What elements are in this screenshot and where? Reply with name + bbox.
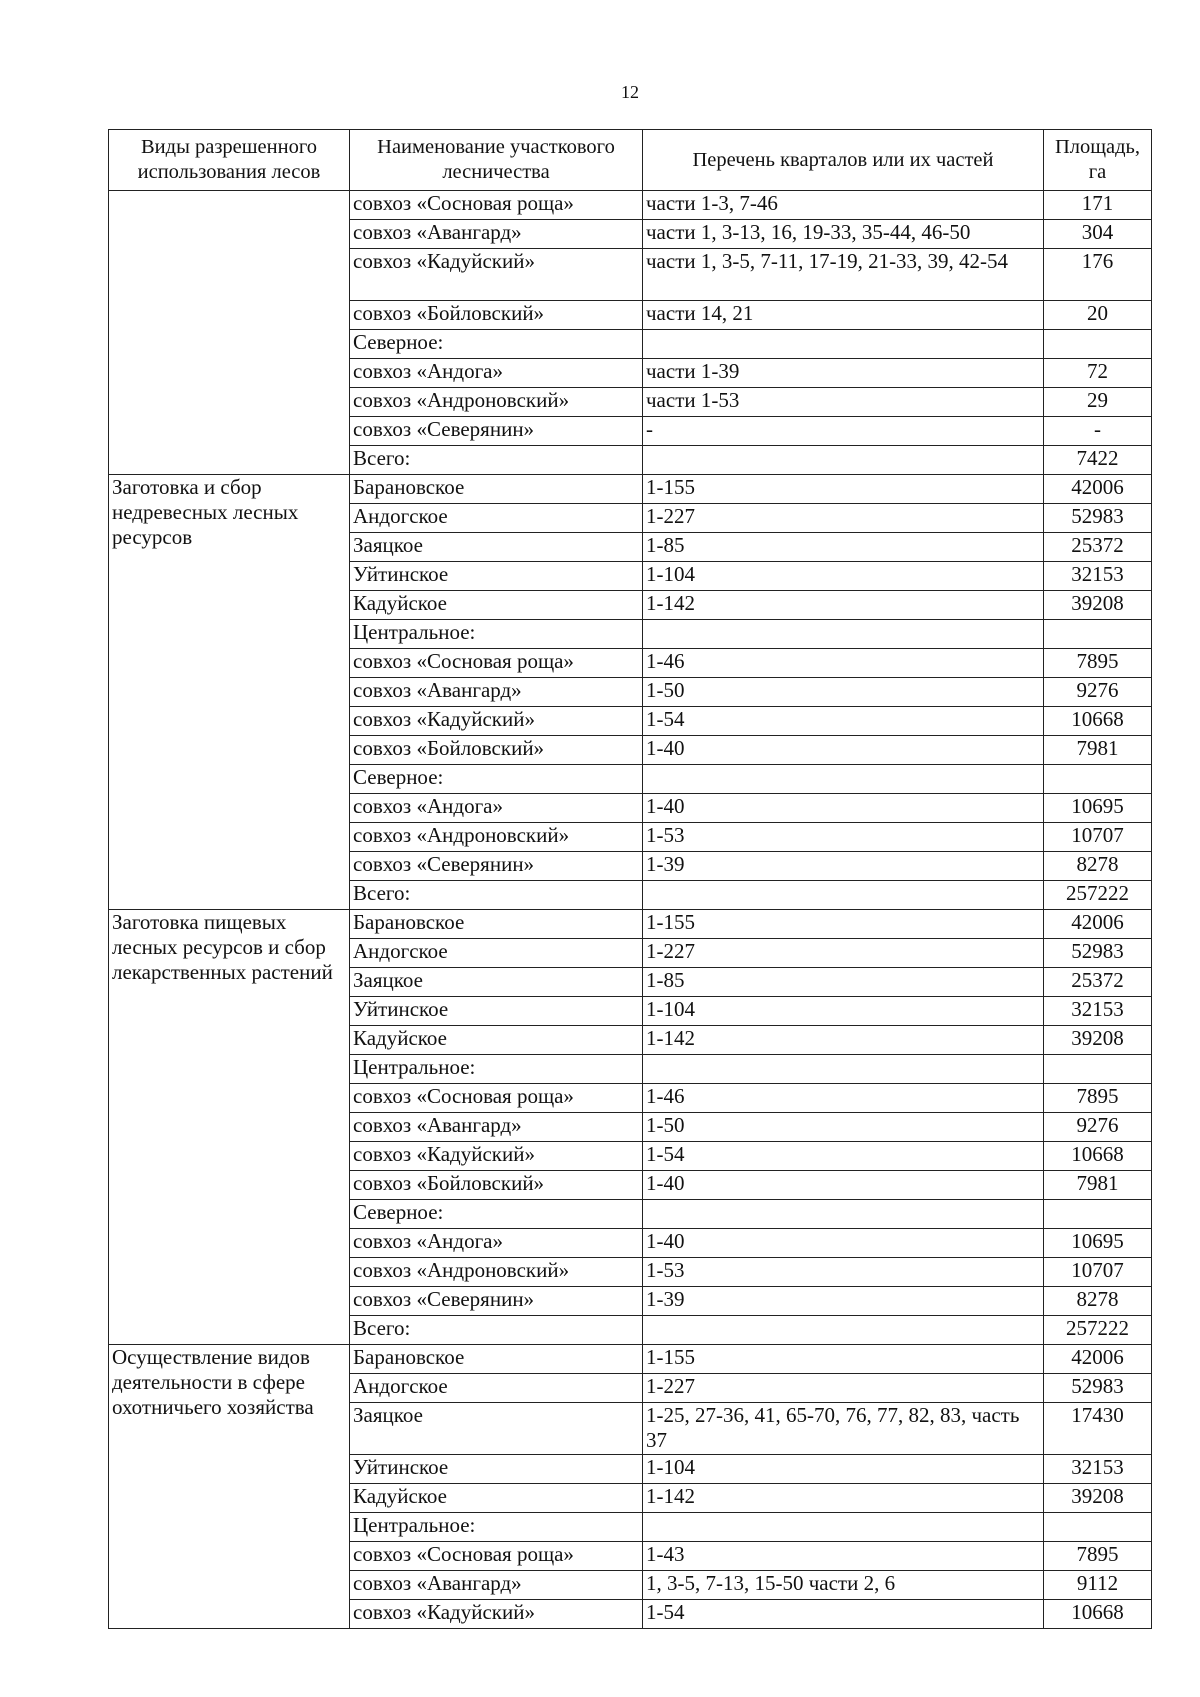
- area-cell: 39208: [1044, 1026, 1152, 1055]
- quarters-list-cell: 1-155: [643, 910, 1044, 939]
- quarters-list-cell: 1-54: [643, 1600, 1044, 1629]
- forestry-name-cell: Заяцкое: [350, 968, 643, 997]
- area-cell: 10695: [1044, 1229, 1152, 1258]
- quarters-list-cell: 1-155: [643, 475, 1044, 504]
- quarters-list-cell: [643, 1513, 1044, 1542]
- forestry-name-cell: Всего:: [350, 881, 643, 910]
- header-quarters-list: Перечень кварталов или их частей: [643, 130, 1044, 191]
- forestry-name-cell: совхоз «Андроновский»: [350, 823, 643, 852]
- area-cell: 42006: [1044, 1345, 1152, 1374]
- forestry-name-cell: Кадуйское: [350, 1026, 643, 1055]
- quarters-list-cell: [643, 765, 1044, 794]
- area-cell: 7895: [1044, 1084, 1152, 1113]
- quarters-list-cell: части 1-39: [643, 359, 1044, 388]
- forestry-name-cell: Всего:: [350, 446, 643, 475]
- quarters-list-cell: 1-142: [643, 1484, 1044, 1513]
- forestry-name-cell: Всего:: [350, 1316, 643, 1345]
- quarters-list-cell: 1-104: [643, 1455, 1044, 1484]
- quarters-list-cell: 1-54: [643, 707, 1044, 736]
- area-cell: 7981: [1044, 736, 1152, 765]
- forestry-name-cell: Барановское: [350, 475, 643, 504]
- forestry-name-cell: Кадуйское: [350, 1484, 643, 1513]
- area-cell: 52983: [1044, 504, 1152, 533]
- forestry-name-cell: совхоз «Андога»: [350, 1229, 643, 1258]
- forestry-name-cell: Барановское: [350, 910, 643, 939]
- area-cell: 72: [1044, 359, 1152, 388]
- quarters-list-cell: 1-39: [643, 1287, 1044, 1316]
- quarters-list-cell: 1, 3-5, 7-13, 15-50 части 2, 6: [643, 1571, 1044, 1600]
- quarters-list-cell: 1-46: [643, 649, 1044, 678]
- forest-use-table: [108, 129, 1152, 1629]
- area-cell: [1044, 620, 1152, 649]
- quarters-list-cell: 1-53: [643, 823, 1044, 852]
- quarters-list-cell: 1-50: [643, 1113, 1044, 1142]
- quarters-list-cell: части 1-3, 7-46: [643, 191, 1044, 220]
- quarters-list-cell: 1-50: [643, 678, 1044, 707]
- forestry-name-cell: совхоз «Северянин»: [350, 852, 643, 881]
- area-cell: 7895: [1044, 649, 1152, 678]
- quarters-list-cell: 1-40: [643, 794, 1044, 823]
- area-cell: 9276: [1044, 1113, 1152, 1142]
- forestry-name-cell: совхоз «Сосновая роща»: [350, 1542, 643, 1571]
- quarters-list-cell: 1-227: [643, 939, 1044, 968]
- forestry-name-cell: Барановское: [350, 1345, 643, 1374]
- quarters-list-cell: 1-155: [643, 1345, 1044, 1374]
- area-cell: 10707: [1044, 823, 1152, 852]
- forestry-name-cell: совхоз «Авангард»: [350, 220, 643, 249]
- table-row: [109, 475, 1152, 504]
- forestry-name-cell: Центральное:: [350, 1055, 643, 1084]
- quarters-list-cell: [643, 446, 1044, 475]
- area-cell: 257222: [1044, 1316, 1152, 1345]
- area-cell: 52983: [1044, 939, 1152, 968]
- quarters-list-cell: 1-54: [643, 1142, 1044, 1171]
- quarters-list-cell: 1-142: [643, 591, 1044, 620]
- area-cell: 9112: [1044, 1571, 1152, 1600]
- forestry-name-cell: Андогское: [350, 1374, 643, 1403]
- use-type-cell: Осуществление видов деятельности в сфере охотничьего хозяйства: [109, 1345, 350, 1629]
- forestry-name-cell: Заяцкое: [350, 533, 643, 562]
- area-cell: 20: [1044, 301, 1152, 330]
- quarters-list-cell: [643, 620, 1044, 649]
- area-cell: [1044, 1200, 1152, 1229]
- quarters-list-cell: 1-104: [643, 562, 1044, 591]
- forestry-name-cell: Андогское: [350, 504, 643, 533]
- area-cell: [1044, 765, 1152, 794]
- area-cell: 39208: [1044, 1484, 1152, 1513]
- table-row: [109, 910, 1152, 939]
- quarters-list-cell: [643, 1316, 1044, 1345]
- quarters-list-cell: 1-40: [643, 1229, 1044, 1258]
- forestry-name-cell: совхоз «Сосновая роща»: [350, 649, 643, 678]
- forestry-name-cell: совхоз «Авангард»: [350, 1571, 643, 1600]
- forestry-name-cell: совхоз «Кадуйский»: [350, 707, 643, 736]
- forestry-name-cell: Северное:: [350, 1200, 643, 1229]
- area-cell: 29: [1044, 388, 1152, 417]
- area-cell: 52983: [1044, 1374, 1152, 1403]
- use-type-cell: Заготовка и сбор недревесных лесных ресурсов: [109, 475, 350, 910]
- area-cell: [1044, 1513, 1152, 1542]
- area-cell: 32153: [1044, 1455, 1152, 1484]
- forestry-name-cell: совхоз «Бойловский»: [350, 1171, 643, 1200]
- header-use-type: Виды разрешенного использования лесов: [109, 130, 350, 191]
- forestry-name-cell: совхоз «Бойловский»: [350, 736, 643, 765]
- area-cell: 10695: [1044, 794, 1152, 823]
- quarters-list-cell: [643, 1200, 1044, 1229]
- quarters-list-cell: части 14, 21: [643, 301, 1044, 330]
- quarters-list-cell: 1-53: [643, 1258, 1044, 1287]
- area-cell: 39208: [1044, 591, 1152, 620]
- forestry-name-cell: совхоз «Северянин»: [350, 1287, 643, 1316]
- quarters-list-cell: 1-39: [643, 852, 1044, 881]
- forestry-name-cell: совхоз «Андога»: [350, 359, 643, 388]
- area-cell: 304: [1044, 220, 1152, 249]
- quarters-list-cell: 1-104: [643, 997, 1044, 1026]
- quarters-list-cell: 1-25, 27-36, 41, 65-70, 76, 77, 82, 83, часть 37: [643, 1403, 1044, 1455]
- area-cell: 32153: [1044, 562, 1152, 591]
- area-cell: 10668: [1044, 1600, 1152, 1629]
- forestry-name-cell: совхоз «Северянин»: [350, 417, 643, 446]
- area-cell: 7895: [1044, 1542, 1152, 1571]
- forestry-name-cell: Центральное:: [350, 620, 643, 649]
- forestry-name-cell: Центральное:: [350, 1513, 643, 1542]
- area-cell: 8278: [1044, 1287, 1152, 1316]
- area-cell: 42006: [1044, 475, 1152, 504]
- area-cell: 25372: [1044, 968, 1152, 997]
- area-cell: 7981: [1044, 1171, 1152, 1200]
- forestry-name-cell: совхоз «Сосновая роща»: [350, 1084, 643, 1113]
- quarters-list-cell: части 1, 3-5, 7-11, 17-19, 21-33, 39, 42-54: [643, 249, 1044, 301]
- quarters-list-cell: 1-142: [643, 1026, 1044, 1055]
- forestry-name-cell: Заяцкое: [350, 1403, 643, 1455]
- area-cell: 7422: [1044, 446, 1152, 475]
- quarters-list-cell: части 1-53: [643, 388, 1044, 417]
- quarters-list-cell: [643, 330, 1044, 359]
- forestry-name-cell: совхоз «Кадуйский»: [350, 1600, 643, 1629]
- area-cell: 9276: [1044, 678, 1152, 707]
- forestry-name-cell: совхоз «Авангард»: [350, 1113, 643, 1142]
- forestry-name-cell: Уйтинское: [350, 562, 643, 591]
- header-area: Площадь, га: [1044, 130, 1152, 191]
- use-type-cell: Заготовка пищевых лесных ресурсов и сбор лекарственных растений: [109, 910, 350, 1345]
- quarters-list-cell: 1-85: [643, 968, 1044, 997]
- forestry-name-cell: совхоз «Андога»: [350, 794, 643, 823]
- header-forestry-name: Наименование участкового лесничества: [350, 130, 643, 191]
- quarters-list-cell: 1-85: [643, 533, 1044, 562]
- area-cell: [1044, 1055, 1152, 1084]
- forestry-name-cell: Кадуйское: [350, 591, 643, 620]
- area-cell: 10668: [1044, 707, 1152, 736]
- quarters-list-cell: 1-40: [643, 736, 1044, 765]
- quarters-list-cell: 1-227: [643, 504, 1044, 533]
- table-header-row: [109, 130, 1152, 191]
- area-cell: 8278: [1044, 852, 1152, 881]
- area-cell: [1044, 330, 1152, 359]
- forestry-name-cell: совхоз «Кадуйский»: [350, 1142, 643, 1171]
- forestry-name-cell: Северное:: [350, 330, 643, 359]
- forestry-name-cell: Уйтинское: [350, 997, 643, 1026]
- quarters-list-cell: 1-46: [643, 1084, 1044, 1113]
- page-number: 12: [621, 82, 639, 102]
- forestry-name-cell: совхоз «Андроновский»: [350, 1258, 643, 1287]
- forestry-name-cell: Уйтинское: [350, 1455, 643, 1484]
- forestry-name-cell: Северное:: [350, 765, 643, 794]
- area-cell: 32153: [1044, 997, 1152, 1026]
- table-row: [109, 1345, 1152, 1374]
- forestry-name-cell: Андогское: [350, 939, 643, 968]
- quarters-list-cell: -: [643, 417, 1044, 446]
- table-row: [109, 191, 1152, 220]
- table-body: [109, 191, 1152, 1629]
- forestry-name-cell: совхоз «Бойловский»: [350, 301, 643, 330]
- area-cell: 17430: [1044, 1403, 1152, 1455]
- area-cell: -: [1044, 417, 1152, 446]
- quarters-list-cell: [643, 881, 1044, 910]
- area-cell: 10707: [1044, 1258, 1152, 1287]
- forestry-name-cell: совхоз «Андроновский»: [350, 388, 643, 417]
- quarters-list-cell: 1-227: [643, 1374, 1044, 1403]
- area-cell: 10668: [1044, 1142, 1152, 1171]
- area-cell: 257222: [1044, 881, 1152, 910]
- quarters-list-cell: части 1, 3-13, 16, 19-33, 35-44, 46-50: [643, 220, 1044, 249]
- forestry-name-cell: совхоз «Авангард»: [350, 678, 643, 707]
- quarters-list-cell: 1-40: [643, 1171, 1044, 1200]
- area-cell: 176: [1044, 249, 1152, 301]
- forestry-name-cell: совхоз «Кадуйский»: [350, 249, 643, 301]
- forestry-name-cell: совхоз «Сосновая роща»: [350, 191, 643, 220]
- area-cell: 42006: [1044, 910, 1152, 939]
- area-cell: 25372: [1044, 533, 1152, 562]
- use-type-cell: [109, 191, 350, 475]
- quarters-list-cell: 1-43: [643, 1542, 1044, 1571]
- quarters-list-cell: [643, 1055, 1044, 1084]
- area-cell: 171: [1044, 191, 1152, 220]
